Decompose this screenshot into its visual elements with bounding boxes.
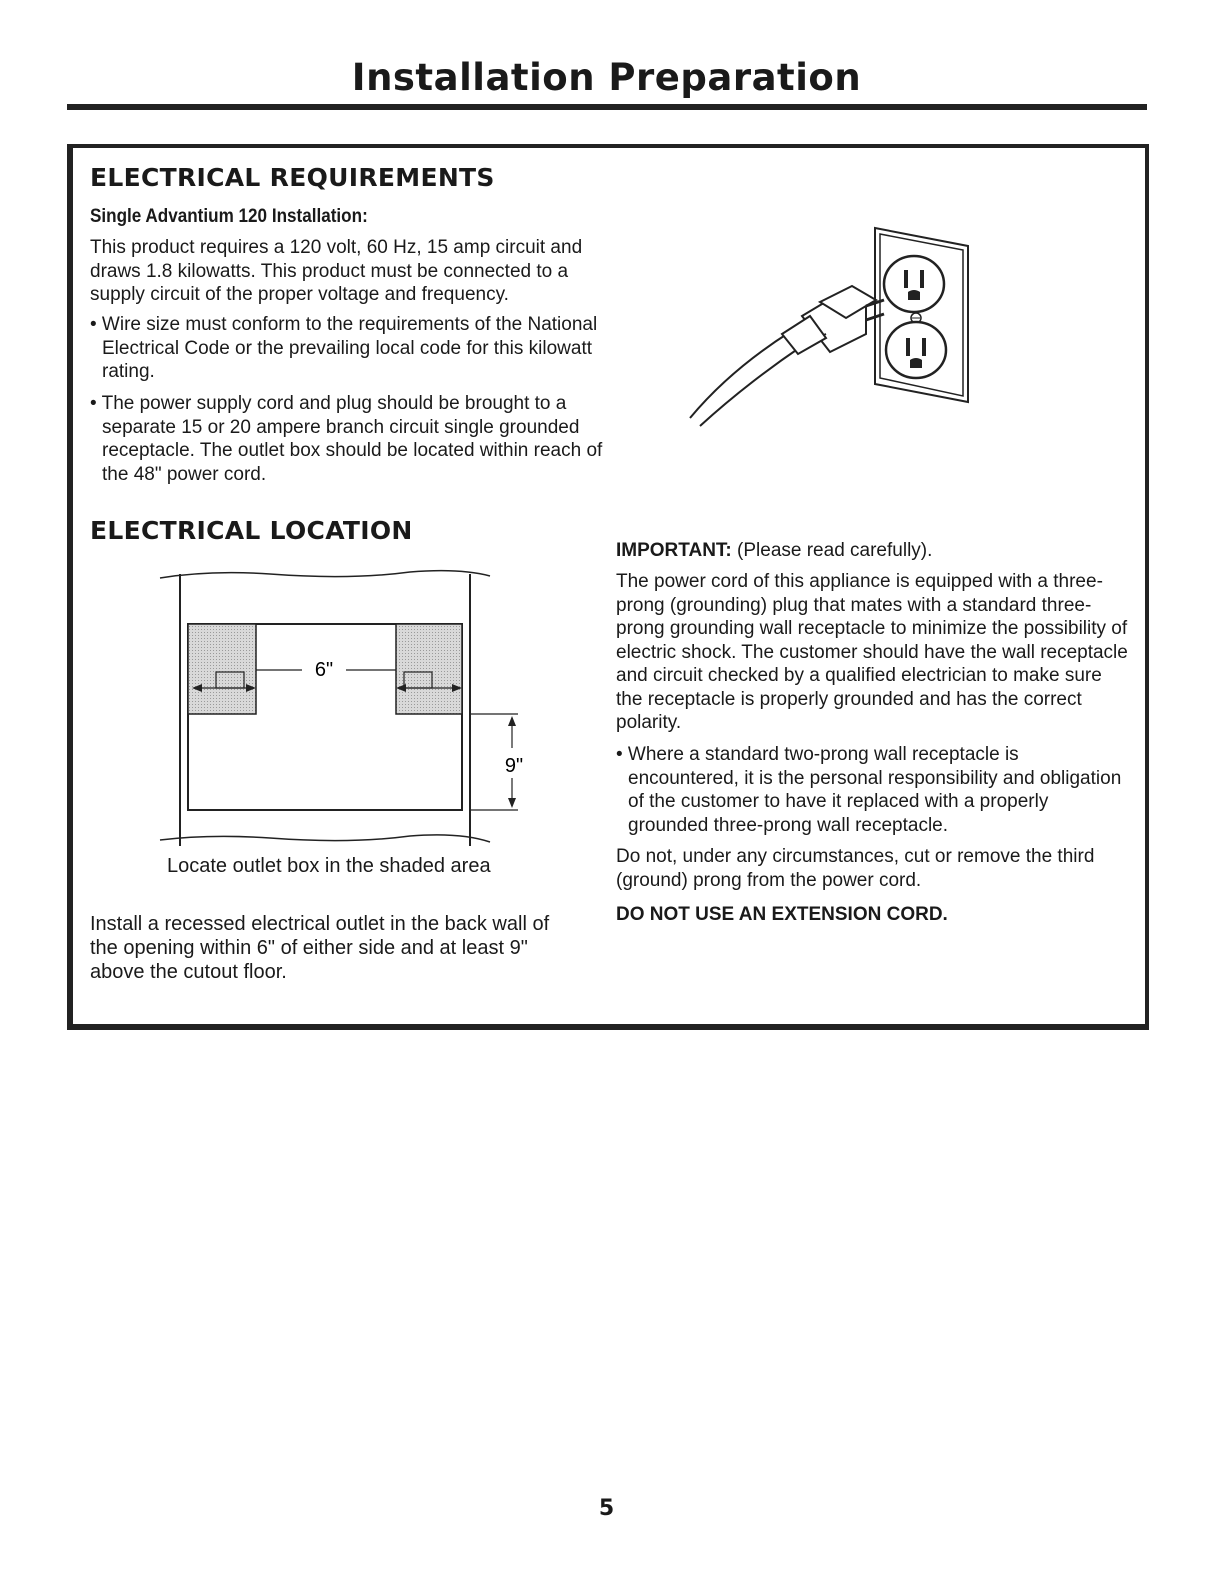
- important-label-suffix: (Please read carefully).: [731, 540, 933, 561]
- dimension-6-label: 6": [314, 659, 334, 681]
- important-heading: [616, 539, 1126, 563]
- electrical-location-heading: ELECTRICAL LOCATION: [90, 516, 413, 545]
- outlet-plug-illustration: [670, 220, 980, 430]
- title-rule: [67, 104, 1147, 110]
- installation-subheading: Single Advantium 120 Installation:: [90, 206, 368, 227]
- no-extension-cord-warning: DO NOT USE AN EXTENSION CORD.: [616, 904, 948, 925]
- shaded-zone-right: [396, 624, 462, 714]
- requirements-bullet-wire: • Wire size must conform to the requirements of the National Electrical Code or the prevailing local code for this kilowatt rating.: [90, 314, 598, 382]
- cutout-location-diagram: [150, 566, 550, 856]
- important-label: IMPORTANT:: [616, 540, 732, 561]
- important-warning: Do not, under any circumstances, cut or remove the third (ground) prong from the power cord.: [616, 846, 1095, 891]
- shaded-zone-left: [188, 624, 256, 714]
- requirements-intro: This product requires a 120 volt, 60 Hz, 15 amp circuit and draws 1.8 kilowatts. This product must be connected to a supply circuit of the proper voltage and frequency.: [90, 237, 583, 305]
- requirements-bullet-cord: • The power supply cord and plug should be brought to a separate 15 or 20 ampere branch circuit single grounded receptacle. The outlet box should be located within reach of the 48" power cord.: [90, 393, 603, 485]
- page-title: Installation Preparation: [351, 56, 862, 99]
- important-bullet-two-prong: • Where a standard two-prong wall receptacle is encountered, it is the personal responsibility and obligation of the customer to have it replaced with a properly grounded three-prong wall receptacle.: [616, 744, 1122, 836]
- diagram-caption: Locate outlet box in the shaded area: [167, 855, 491, 877]
- location-instruction: Install a recessed electrical outlet in the back wall of the opening within 6" of either side and at least 9" above the cutout floor.: [90, 913, 550, 983]
- important-paragraph: The power cord of this appliance is equipped with a three-prong (grounding) plug that mates with a standard three-prong grounding wall receptacle to minimize the possibility of electric shock. The customer should have the wall receptacle and circuit checked by a qualified electrician to make sure the receptacle is properly grounded and has the correct polarity.: [616, 571, 1128, 733]
- electrical-requirements-heading: ELECTRICAL REQUIREMENTS: [90, 163, 495, 192]
- dimension-9-label: 9": [504, 755, 524, 777]
- page-number: 5: [598, 1496, 615, 1521]
